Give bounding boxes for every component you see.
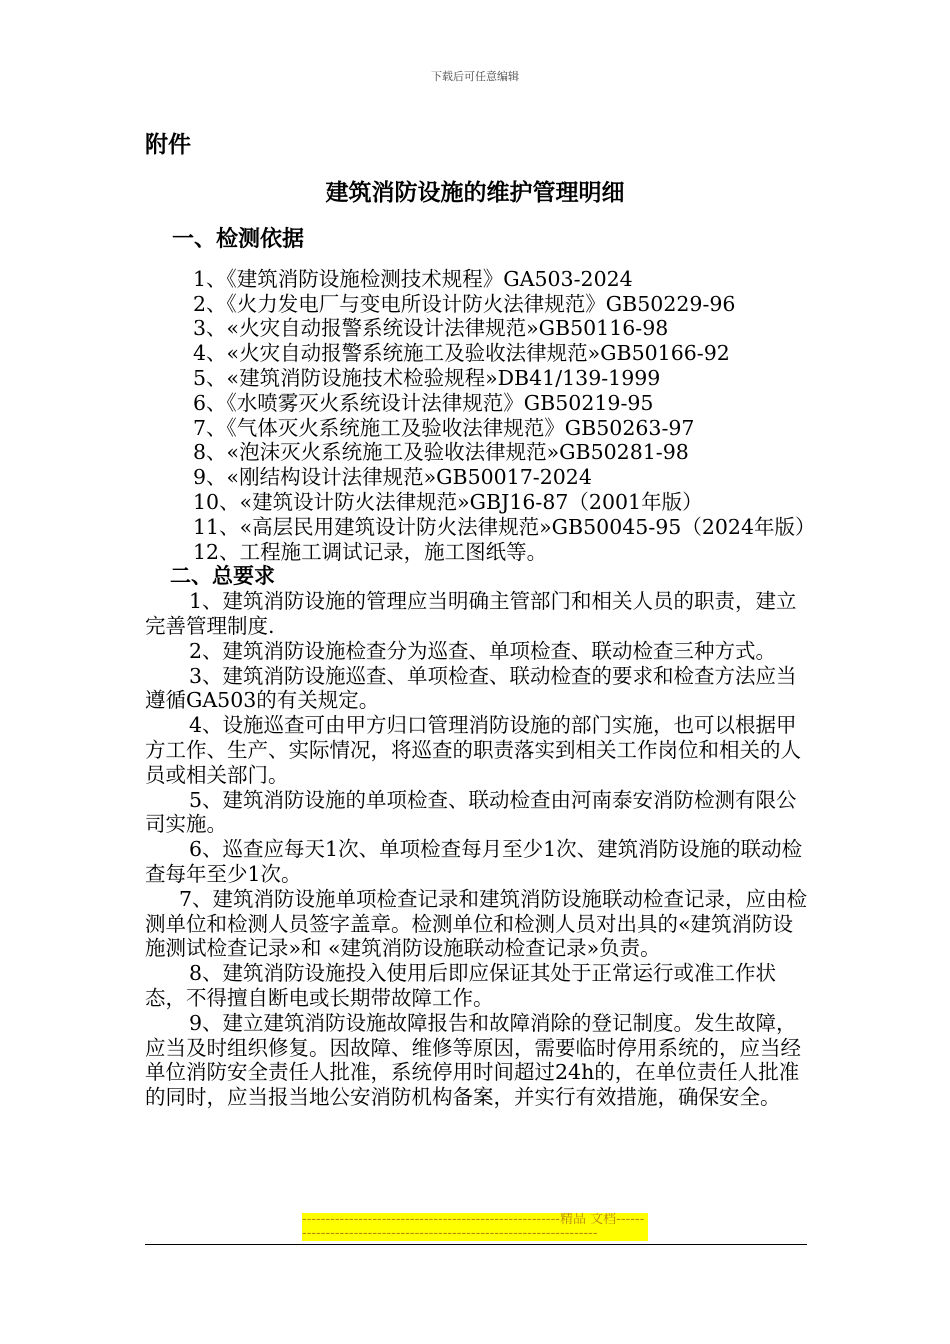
basis-item: 9、«刚结构设计法律规范»GB50017-2024: [193, 465, 592, 490]
section-heading-basis: 一、检测依据: [172, 227, 305, 252]
requirement-item: 8、建筑消防设施投入使用后即应保证其处于正常运行或准工作状态，不得擅自断电或长期带故障工作。: [145, 961, 777, 1010]
basis-item: 3、«火灾自动报警系统设计法律规范»GB50116-98: [193, 316, 669, 341]
section-heading-requirements: 二、总要求: [170, 564, 275, 589]
requirement-item: 2、建筑消防设施检查分为巡查、单项检查、联动检查三种方式。: [189, 638, 777, 663]
footer-watermark: -------------------------------------------------------精品 文档---------------------------------------------------------------------: [302, 1213, 648, 1241]
basis-item: 10、«建筑设计防火法律规范»GBJ16-87（2001年版）: [193, 489, 703, 514]
requirement-item: 9、建立建筑消防设施故障报告和故障消除的登记制度。发生故障，应当及时组织修复。因故障、维修等原因，需要临时停用系统的，应当经单位消防安全责任人批准，系统停用时间超过24h的，在单位责任人批准的同时，应当报当地公安消防机构备案，并实行有效措施，确保安全。: [145, 1010, 801, 1110]
requirement-item: 6、巡查应每天1次、单项检查每月至少1次、建筑消防设施的联动检查每年至少1次。: [145, 837, 803, 886]
basis-item: 4、«火灾自动报警系统施工及验收法律规范»GB50166-92: [193, 341, 730, 366]
requirement-item: 5、建筑消防设施的单项检查、联动检查由河南泰安消防检测有限公司实施。: [145, 787, 797, 837]
footer-divider: [145, 1244, 807, 1245]
basis-item: 7、《气体灭火系统施工及验收法律规范》GB50263-97: [193, 415, 695, 440]
attachment-label: 附件: [145, 132, 191, 158]
basis-item: 1、《建筑消防设施检测技术规程》GA503-2024: [193, 266, 633, 291]
basis-item: 12、工程施工调试记录，施工图纸等。: [193, 539, 548, 564]
requirement-item: 7、建筑消防设施单项检查记录和建筑消防设施联动检查记录，应由检测单位和检测人员签字盖章。检测单位和检测人员对出具的«建筑消防设施测试检查记录»和 «建筑消防设施联动检查记录»负责。: [145, 886, 808, 961]
basis-item: 6、《水喷雾灭火系统设计法律规范》GB50219-95: [193, 390, 654, 415]
requirement-item: 4、设施巡查可由甲方归口管理消防设施的部门实施，也可以根据甲方工作、生产、实际情况，将巡查的职责落实到相关工作岗位和相关的人员或相关部门。: [145, 713, 801, 787]
basis-item: 5、«建筑消防设施技术检验规程»DB41/139-1999: [193, 365, 661, 390]
basis-item: 11、«高层民用建筑设计防火法律规范»GB50045-95（2024年版）: [193, 514, 816, 539]
document-title: 建筑消防设施的维护管理明细: [325, 180, 625, 206]
basis-item: 8、«泡沫灭火系统施工及验收法律规范»GB50281-98: [193, 440, 689, 465]
header-note: 下载后可任意编辑: [431, 70, 519, 83]
requirement-item: 3、建筑消防设施巡查、单项检查、联动检查的要求和检查方法应当遵循GA503的有关规定。: [145, 663, 797, 713]
basis-item: 2、《火力发电厂与变电所设计防火法律规范》GB50229-96: [193, 291, 736, 316]
document-body: [145, 226, 816, 1110]
requirement-item: 1、建筑消防设施的管理应当明确主管部门和相关人员的职责，建立完善管理制度.: [145, 589, 797, 638]
